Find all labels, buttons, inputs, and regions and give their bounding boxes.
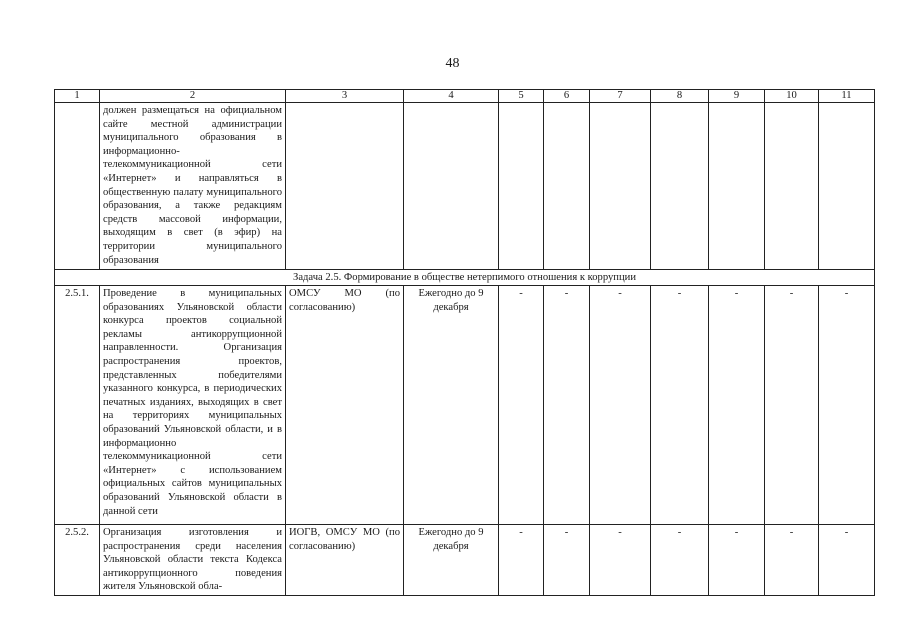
cell-c11: - bbox=[819, 525, 875, 596]
cell-c5: - bbox=[499, 286, 544, 525]
cell-c10: - bbox=[765, 525, 819, 596]
cell-c10 bbox=[765, 103, 819, 270]
cell-executor bbox=[286, 103, 404, 270]
column-header: 3 bbox=[286, 90, 404, 103]
cell-executor: ИОГВ, ОМСУ МО (по согласованию) bbox=[286, 525, 404, 596]
table-row bbox=[55, 286, 875, 525]
column-header: 9 bbox=[709, 90, 765, 103]
cell-c5 bbox=[499, 103, 544, 270]
measures-table bbox=[54, 89, 875, 596]
table-row-continuation bbox=[55, 103, 875, 270]
cell-c5: - bbox=[499, 525, 544, 596]
column-header: 7 bbox=[590, 90, 651, 103]
cell-c10: - bbox=[765, 286, 819, 525]
cell-c7: - bbox=[590, 286, 651, 525]
column-header: 2 bbox=[100, 90, 286, 103]
cell-c7: - bbox=[590, 525, 651, 596]
page-number: 48 bbox=[445, 56, 460, 71]
cell-num: 2.5.1. bbox=[55, 286, 100, 525]
column-header: 4 bbox=[404, 90, 499, 103]
column-header: 5 bbox=[499, 90, 544, 103]
cell-measure-text: Проведение в муниципальных образованиях Ульяновской области конкурса проектов социальной рекламы антикоррупционной направленности. Организация распространения проектов, представленных победителями указанного конкурса, в периодических печатных изданиях, выходящих в свет на территориях муниципальных образований Ульяновской области, и в информационно телекоммуникационной сети «Интернет» с использованием официальных сайтов муниципальных образований Ульяновской области в данной сети bbox=[100, 286, 286, 525]
cell-c11: - bbox=[819, 286, 875, 525]
cell-c8 bbox=[651, 103, 709, 270]
cell-c6 bbox=[544, 103, 590, 270]
cell-executor: ОМСУ МО (по согласованию) bbox=[286, 286, 404, 525]
column-header: 1 bbox=[55, 90, 100, 103]
cell-term: Ежегодно до 9 декабря bbox=[404, 525, 499, 596]
cell-term bbox=[404, 103, 499, 270]
cell-c7 bbox=[590, 103, 651, 270]
column-header: 10 bbox=[765, 90, 819, 103]
cell-c9: - bbox=[709, 286, 765, 525]
cell-measure-text: должен размещаться на официальном сайте местной администрации муниципального образования в информационно-телекоммуникационной сети «Интернет» и направляться в общественную палату муниципального образования, а также редакциям средств массовой информации, выходящим в свет (в эфир) на территории муниципального образования bbox=[100, 103, 286, 270]
cell-c8: - bbox=[651, 525, 709, 596]
cell-num: 2.5.2. bbox=[55, 525, 100, 596]
cell-c6: - bbox=[544, 525, 590, 596]
cell-c6: - bbox=[544, 286, 590, 525]
cell-num bbox=[55, 103, 100, 270]
cell-c9 bbox=[709, 103, 765, 270]
task-title: Задача 2.5. Формирование в обществе нетерпимого отношения к коррупции bbox=[55, 270, 875, 286]
table-header-row bbox=[55, 90, 875, 103]
column-header: 6 bbox=[544, 90, 590, 103]
table-row bbox=[55, 525, 875, 596]
cell-c8: - bbox=[651, 286, 709, 525]
cell-c11 bbox=[819, 103, 875, 270]
cell-c9: - bbox=[709, 525, 765, 596]
cell-measure-text: Организация изготовления и распространения среди населения Ульяновской области текста Кодекса антикоррупционного поведения жителя Ульяновской обла- bbox=[100, 525, 286, 596]
cell-term: Ежегодно до 9 декабря bbox=[404, 286, 499, 525]
task-title-row bbox=[55, 270, 875, 286]
column-header: 11 bbox=[819, 90, 875, 103]
column-header: 8 bbox=[651, 90, 709, 103]
